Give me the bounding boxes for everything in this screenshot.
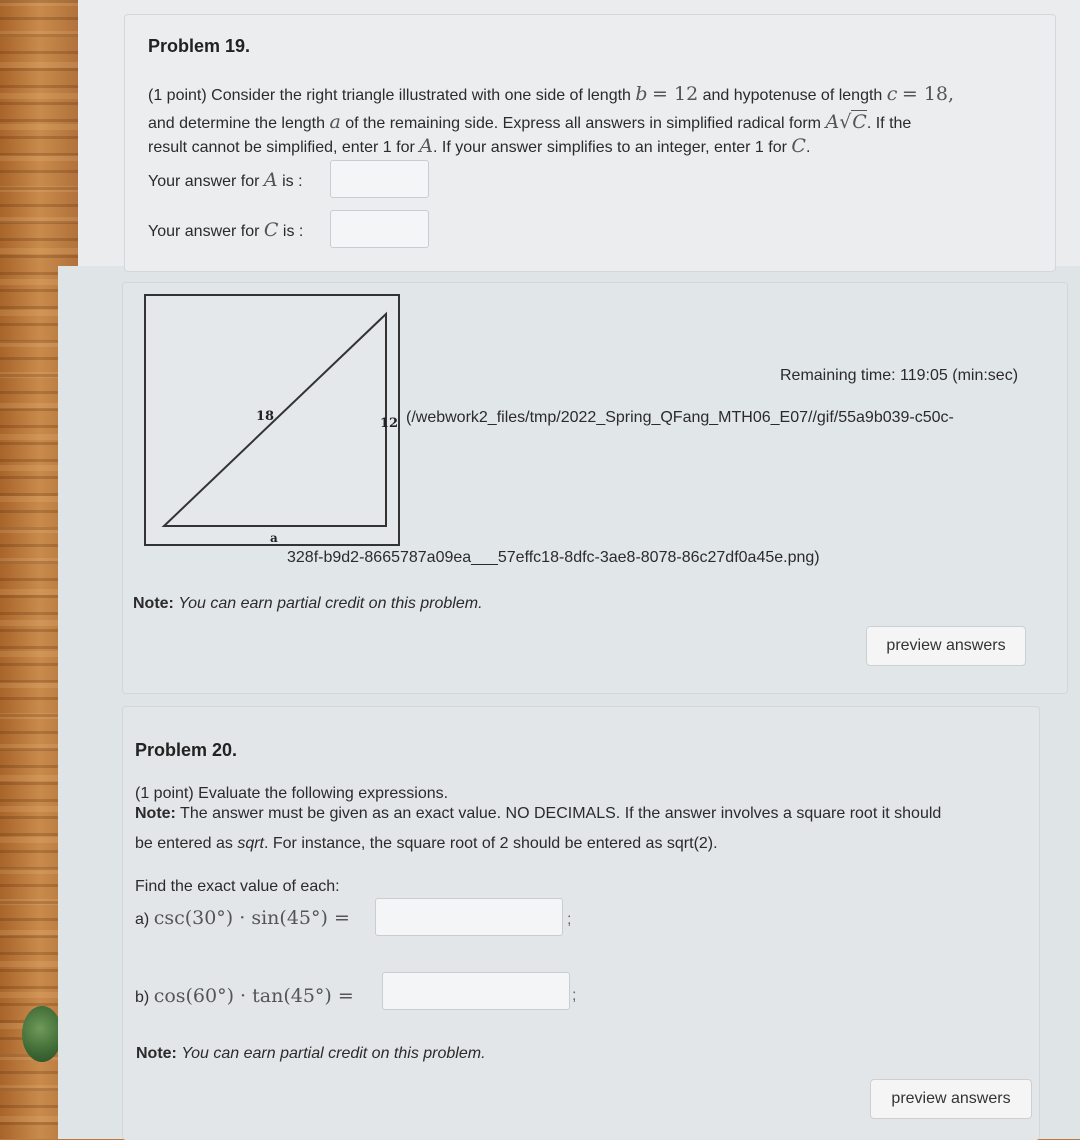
item-a-math: csc(30°) · sin(45°) =: [153, 907, 350, 929]
note-text: You can earn partial credit on this problem.: [178, 595, 483, 612]
problem-19-intro: (1 point) Consider the right triangle illustrated with one side of length: [148, 87, 631, 104]
problem-20-title: Problem 20.: [135, 740, 238, 760]
remaining-time: Remaining time: 119:05 (min:sec): [780, 367, 1019, 384]
problem-19-line-2: [148, 110, 911, 136]
item-a-input[interactable]: [375, 898, 563, 936]
problem-19-note: [133, 592, 483, 616]
problem-20-note-line-2: [135, 832, 718, 856]
note1-label: Note:: [135, 805, 176, 822]
note1-text: The answer must be given as an exact value. NO DECIMALS. If the answer involves a square root it should: [180, 805, 942, 822]
problem-20-intro: (1 point) Evaluate the following expressions.: [135, 785, 449, 802]
note1-sqrt: sqrt: [237, 835, 264, 852]
item-a-semicolon: ;: [567, 911, 572, 928]
answer-c-input[interactable]: [330, 210, 429, 248]
side-label: 12: [380, 416, 398, 431]
preview-answers-button-19[interactable]: preview answers: [866, 626, 1026, 666]
problem-19-line-3: [148, 134, 810, 160]
line2-middle: of the remaining side. Express all answers in simplified radical form: [345, 115, 821, 132]
line3-period: .: [805, 139, 811, 156]
line3-middle: . If your answer simplifies to an integer, enter 1 for: [433, 139, 787, 156]
triangle-figure: [144, 294, 400, 546]
item-b-prefix: b): [135, 989, 150, 1006]
problem-20-note-line-1: [135, 802, 941, 826]
answer-a-label: [148, 168, 303, 194]
item-b-input[interactable]: [382, 972, 570, 1010]
note1-line2-start: be entered as: [135, 835, 233, 852]
item-b-math: cos(60°) · tan(45°) =: [153, 985, 354, 1007]
line3-start: result cannot be simplified, enter 1 for: [148, 139, 415, 156]
note-text-20: You can earn partial credit on this problem.: [181, 1045, 486, 1062]
b-value: = 12: [652, 83, 699, 105]
answer-a-var: A: [263, 169, 278, 191]
answer-a-text: Your answer for: [148, 173, 260, 190]
note-label-20: Note:: [136, 1045, 177, 1062]
var-c: c: [886, 83, 898, 105]
item-b-semicolon: ;: [572, 987, 577, 1004]
item-a-prefix: a): [135, 911, 150, 928]
image-path-line-1: (/webwork2_files/tmp/2022_Spring_QFang_MTH06_E07//gif/55a9b039-c50c-: [406, 409, 954, 426]
answer-c-label: [148, 218, 303, 244]
answer-c-var: C: [263, 219, 279, 241]
item-a-expression: [135, 906, 350, 932]
line3-var-c: C: [791, 135, 806, 157]
item-b-expression: [135, 984, 354, 1010]
base-label: a: [270, 531, 278, 544]
note-label: Note:: [133, 595, 174, 612]
answer-c-text: Your answer for: [148, 223, 260, 240]
plant-decoration: [22, 1006, 62, 1062]
sqrt-symbol: √: [839, 111, 852, 133]
note1-line2-end: . For instance, the square root of 2 should be entered as sqrt(2).: [263, 835, 718, 852]
form-c: C: [852, 111, 867, 133]
triangle-shape: [164, 314, 386, 526]
line2-start: and determine the length: [148, 115, 326, 132]
line3-var-a: A: [419, 135, 433, 157]
hypotenuse-label: 18: [256, 409, 275, 424]
problem-20-note: [136, 1042, 486, 1066]
image-path-line-2: 328f-b9d2-8665787a09ea___57effc18-8dfc-3ae8-8078-86c27df0a45e.png): [287, 549, 820, 566]
triangle-svg: [146, 296, 398, 544]
problem-19-title: Problem 19.: [148, 36, 251, 56]
var-a: a: [329, 111, 341, 133]
line2-end: . If the: [866, 115, 912, 132]
answer-a-suffix: is :: [282, 173, 303, 190]
hyp-text: and hypotenuse of length: [702, 87, 883, 104]
c-value: = 18,: [901, 83, 955, 105]
answer-a-input[interactable]: [330, 160, 429, 198]
form-a: A: [825, 111, 840, 133]
preview-answers-button-20[interactable]: preview answers: [870, 1079, 1032, 1119]
var-b: b: [635, 83, 648, 105]
find-exact-value: Find the exact value of each:: [135, 878, 340, 895]
problem-19-line-1: [148, 82, 954, 108]
answer-c-suffix: is :: [282, 223, 304, 240]
